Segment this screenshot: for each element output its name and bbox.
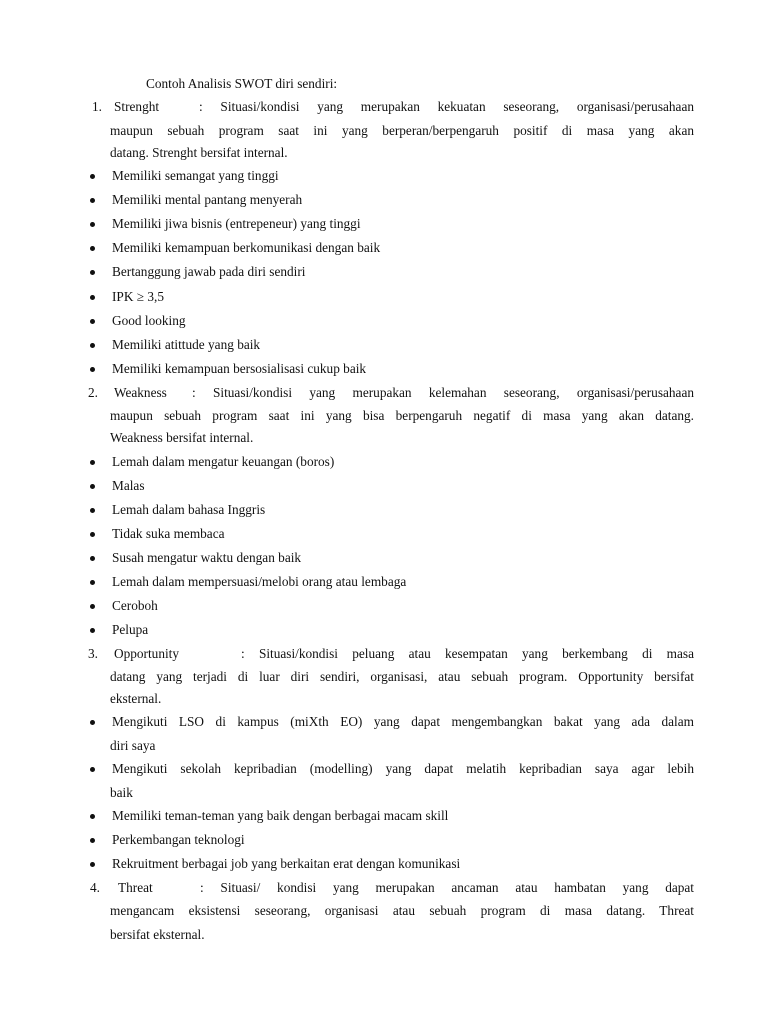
bullet-icon [90,198,95,203]
section-definition: : Situasi/kondisi peluang atau kesempatan yang berkembang di masa [241,646,694,661]
section-definition: maupun sebuah program saat ini yang bisa berpengaruh negatif di masa yang akan datang. [110,408,694,423]
list-item: Tidak suka membaca [112,526,225,541]
bullet-icon [90,814,95,819]
list-item: baik [110,785,133,800]
section-definition: bersifat eksternal. [110,927,205,942]
list-item: Ceroboh [112,598,158,613]
bullet-icon [90,556,95,561]
bullet-icon [90,862,95,867]
section-term: Opportunity [114,646,180,661]
list-item: Bertanggung jawab pada diri sendiri [112,264,306,279]
bullet-icon [90,532,95,537]
section-term: Threat [118,880,153,895]
list-item: Lemah dalam bahasa Inggris [112,502,266,517]
list-item: Rekruitment berbagai job yang berkaitan erat dengan komunikasi [112,856,461,871]
section-definition: datang. Strenght bersifat internal. [110,145,288,160]
bullet-icon [90,838,95,843]
bullet-icon [90,222,95,227]
list-item: Susah mengatur waktu dengan baik [112,550,302,565]
list-item: Lemah dalam mempersuasi/melobi orang atau lembaga [112,574,407,589]
section-definition: : Situasi/ kondisi yang merupakan ancaman atau hambatan yang dapat [200,880,694,895]
bullet-icon [90,295,95,300]
section-number: 2. [88,385,98,400]
bullet-icon [90,460,95,465]
section-number: 3. [88,646,98,661]
list-item: Mengikuti LSO di kampus (miXth EO) yang dapat mengembangkan bakat yang ada dalam [112,714,694,729]
section-definition: datang yang terjadi di luar diri sendiri, organisasi, atau sebuah program. Opportunity bersifat [110,669,694,684]
section-definition: eksternal. [110,691,162,706]
list-item: Memiliki teman-teman yang baik dengan berbagai macam skill [112,808,449,823]
section-term: Strenght [114,99,160,114]
list-item: Memiliki jiwa bisnis (entrepeneur) yang tinggi [112,216,361,231]
bullet-icon [90,580,95,585]
bullet-icon [90,319,95,324]
bullet-icon [90,174,95,179]
section-definition: : Situasi/kondisi yang merupakan kelemahan seseorang, organisasi/perusahaan [192,385,694,400]
bullet-icon [90,246,95,251]
bullet-icon [90,767,95,772]
list-item: Memiliki kemampuan bersosialisasi cukup baik [112,361,367,376]
list-item: Memiliki atittude yang baik [112,337,261,352]
list-item: Memiliki semangat yang tinggi [112,168,279,183]
list-item: Good looking [112,313,186,328]
bullet-icon [90,367,95,372]
section-definition: : Situasi/kondisi yang merupakan kekuatan seseorang, organisasi/perusahaan [199,99,694,114]
list-item: Perkembangan teknologi [112,832,245,847]
bullet-icon [90,270,95,275]
list-item: IPK ≥ 3,5 [112,289,164,304]
bullet-icon [90,343,95,348]
bullet-icon [90,508,95,513]
section-definition: Weakness bersifat internal. [110,430,254,445]
bullet-icon [90,720,95,725]
bullet-icon [90,484,95,489]
bullet-icon [90,628,95,633]
section-number: 1. [92,99,102,114]
list-item: Lemah dalam mengatur keuangan (boros) [112,454,335,469]
section-definition: maupun sebuah program saat ini yang berperan/berpengaruh positif di masa yang akan [110,123,694,138]
list-item: Malas [112,478,145,493]
section-number: 4. [90,880,100,895]
bullet-icon [90,604,95,609]
document-title: Contoh Analisis SWOT diri sendiri: [146,76,338,91]
list-item: Pelupa [112,622,149,637]
section-definition: mengancam eksistensi seseorang, organisasi atau sebuah program di masa datang. Threat [110,903,694,918]
list-item: Memiliki mental pantang menyerah [112,192,303,207]
list-item: Mengikuti sekolah kepribadian (modelling) yang dapat melatih kepribadian saya agar lebih [112,761,694,776]
list-item: diri saya [110,738,156,753]
list-item: Memiliki kemampuan berkomunikasi dengan baik [112,240,381,255]
section-term: Weakness [114,385,167,400]
